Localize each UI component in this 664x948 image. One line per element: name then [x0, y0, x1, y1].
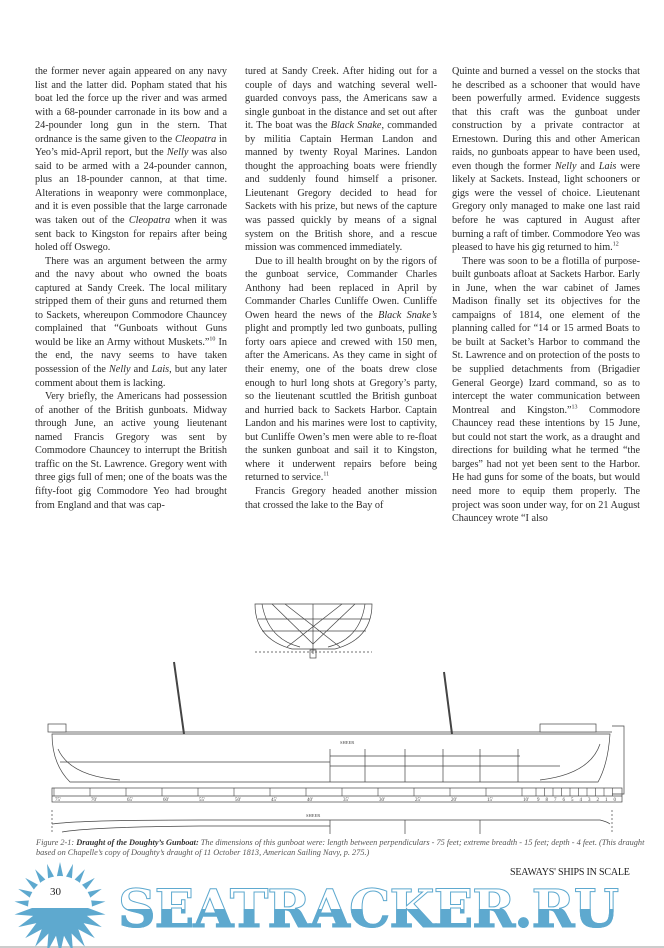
scale-tick-label: 45' — [271, 798, 277, 803]
paragraph — [35, 255, 227, 390]
scale-tick-label: 20' — [451, 798, 457, 803]
sheer-label-bottom: SHEER — [306, 813, 321, 818]
scale-tick-label: 10' — [523, 798, 529, 803]
scale-tick-label: 15' — [487, 798, 493, 803]
text-run: Francis Gregory headed another mission that crossed the lake to the Bay of — [245, 485, 437, 511]
text-run: , commanded by militia Captain Herman Landon and manned by twenty Royal Marines. Landon thought the approaching boats were friendly and suddenly found himself a prisoner. Lieutenant Gregory decided to head for Sackets with his prize, but news of the capture was passed quickly by means of a signal system on the British shore, and a rescue mission was commenced immediately. — [245, 120, 437, 254]
text-run: was also said to be armed with a 24-pounder cannon, plus an 18-pounder cannon, at that time. Alterations in weaponry were commonplace, and it is even possible that the large carronade was taken out of the — [35, 147, 227, 227]
text-run: Very briefly, the Americans had possession of another of the British gunboats. Midway through June, an active young lieutenant named Francis Gregory was sent by Commodore Chauncey to interrupt the British traffic on the St. Lawrence. Gregory went with three gigs full of men; one of the boats was the fifty-foot gig Commodore Yeo had brought from England and that was cap- — [35, 391, 227, 511]
text-run: There was an argument between the army and the navy about who owned the boats captured at Sandy Creek. The local military stripped them of their guns and returned them to Sackets, whereupon Commodore Chauncey complained that “Gunboats without Guns would be like an Army without Muskets.” — [35, 255, 227, 348]
text-column-1 — [35, 65, 227, 512]
text-run: and — [130, 364, 152, 376]
figure-caption — [36, 838, 646, 858]
figure-text: The dimensions of this gunboat were: length between perpendiculars - 75 feet; extreme breadth - 15 feet; depth - 4 feet. (This draught based on Chapelle’s copy of Doughty’s draught of 11 October 1813, American Sailing Navy, p. 275.) — [36, 838, 645, 858]
text-run: In the end, the navy seems to have taken possession of the — [35, 336, 227, 376]
sheer-label-top: SHEER — [340, 740, 355, 745]
scale-tick-label: 55' — [199, 798, 205, 803]
scale-tick-label: 6 — [562, 798, 565, 803]
scale-tick-label: 65' — [127, 798, 133, 803]
italic-name: Lais — [598, 160, 617, 172]
scale-tick-label: 4 — [579, 798, 582, 803]
scale-tick-label: 70' — [91, 798, 97, 803]
paragraph — [35, 390, 227, 512]
scale-tick-label: 1 — [605, 798, 608, 803]
paragraph — [452, 255, 640, 526]
scale-tick-label: 50' — [235, 798, 241, 803]
scale-tick-label: 35' — [343, 798, 349, 803]
footnote-ref: 11 — [323, 472, 330, 479]
page-number: 30 — [50, 886, 61, 898]
sheer-profile — [48, 724, 624, 794]
footnote-ref: 13 — [571, 404, 578, 411]
italic-name: Black Snake’s — [378, 309, 437, 321]
paragraph — [452, 65, 640, 255]
text-run: There was soon to be a flotilla of purpose-built gunboats afloat at Sackets Harbor. Early in June, when the war cabinet of James Madison finally set its objectives for the campaigns of 1814, one element of the planning called for “14 or 15 armed Boats to be built at Sacket’s Harbor to command the St. Lawrence and on protection of the posts to be supplied detachments from (Brigadier General George) Izard command, so as to intercept the water communication between Montreal and Kingston.” — [452, 255, 640, 416]
watermark-text: SEATRACKER.RU — [118, 879, 619, 940]
body-plan-section — [255, 604, 372, 658]
text-run: and — [576, 160, 599, 172]
half-breadth-plan — [52, 810, 612, 834]
footnote-ref: 10 — [209, 336, 216, 343]
text-run: Due to ill health brought on by the rigors of the gunboat service, Commander Charles Anthony had been replaced in April by Commander Charles Cunliffe Owen. Cunliffe Owen heard the news of the — [245, 255, 437, 321]
scale-tick-label: 30' — [379, 798, 385, 803]
footnote-ref: 12 — [612, 241, 619, 248]
text-run: plight and promptly led two gunboats, pulling forty oars apiece and crewed with 150 men, after the Americans. As they came in sight of their enemy, one of the boats drew close enough to hurl long shots at Gregory’s party, so the lieutenant scuttled the British gunboat and hurried back to Sackets Harbor. Captain Landon and his marines were lost to captivity, but Cunliffe Owen’s men were able to re-float the sunken gunboat and sail it to Kingston, where it underwent repairs before being returned to service. — [245, 323, 437, 484]
scale-tick-label: 25' — [415, 798, 421, 803]
text-run: Quinte and burned a vessel on the stocks that he described as a schooner that would have been powerfully armed. Evidence suggests that this craft was the gunboat under construction by a private contractor at Ernestown. During this and other American raids, no gunboats appear to have been used, even though the former — [452, 66, 640, 172]
paragraph — [245, 485, 437, 512]
text-run: in Yeo’s mid-April report, but the — [35, 133, 227, 159]
scale-tick-label: 3 — [588, 798, 591, 803]
text-column-2 — [245, 65, 437, 512]
italic-name: Nelly — [554, 160, 577, 172]
scale-tick-label: 40' — [307, 798, 313, 803]
scale-tick-label: 0 — [613, 798, 616, 803]
text-run: Commodore Chauncey read these intentions by 15 June, but could not start the work, as a draught and directions for building what he termed “the barges” had not yet been sent to the Harbor. He had guns for some of the boats, but would need more to equip them properly. The project was soon under way, for on 21 August Chauncey wrote “I also — [452, 404, 640, 525]
scale-tick-label: 60' — [163, 798, 169, 803]
figure-title: Draught of the Doughty’s Gunboat: — [76, 838, 199, 847]
text-run: when it was sent back to Kingston for repairs after being holed off Oswego. — [35, 215, 228, 254]
text-column-3 — [452, 65, 640, 526]
italic-name: Black Snake — [330, 120, 382, 132]
italic-name: Lais — [151, 364, 170, 376]
text-run: the former never again appeared on any navy list and the latter did. Popham stated that his boat led the force up the river and was armed with a 68-pounder carronade in its bow and a 24-pounder long gun in the stern. That ordnance is the same given to the — [35, 66, 227, 145]
text-run: tured at Sandy Creek. After hiding out for a couple of days and watching several well-guarded convoys pass, the Americans saw a single gunboat in the distance and set out after it. The boat was the — [245, 66, 437, 132]
figure-label: Figure 2-1: — [36, 838, 77, 847]
scale-tick-label: 5 — [571, 798, 574, 803]
italic-name: Cleopatra — [174, 133, 217, 145]
scale-tick-label: 2 — [596, 798, 599, 803]
scale-tick-label: 75' — [55, 798, 61, 803]
scale-tick-label: 8 — [545, 798, 548, 803]
text-run: , but any later comment about them is lacking. — [35, 364, 227, 389]
text-run: were likely at Sackets. Instead, light schooners or gigs were the vessel of choice. Lieutenant Gregory only managed to make one last raid before he was captured in August after burning a raft of timber. Commodore Yeo was pleased to have his gig returned to him. — [452, 160, 640, 254]
scale-tick-label: 9 — [537, 798, 540, 803]
italic-name: Cleopatra — [128, 215, 171, 227]
italic-name: Nelly — [166, 147, 189, 159]
paragraph — [245, 65, 437, 255]
ship-draught-drawing — [0, 584, 664, 834]
paragraph — [35, 65, 227, 255]
mast-aft — [174, 662, 184, 734]
running-footer-title: SEAWAYS' SHIPS IN SCALE — [510, 867, 630, 878]
italic-name: Nelly — [109, 364, 131, 376]
paragraph — [245, 255, 437, 485]
scale-tick-label: 7 — [554, 798, 557, 803]
mast-fore — [444, 672, 452, 734]
